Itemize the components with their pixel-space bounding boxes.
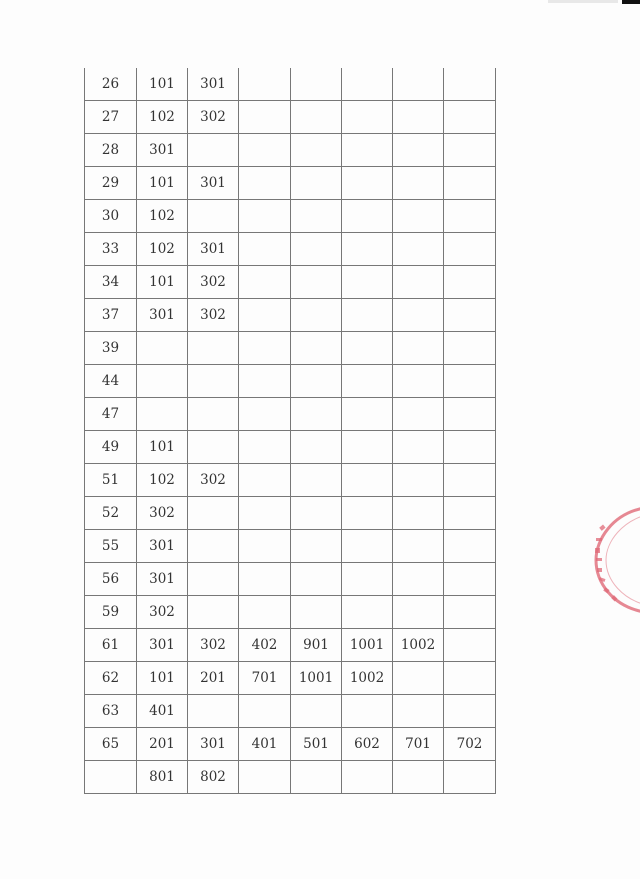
room-number-cell: 301 bbox=[137, 563, 188, 596]
room-number-cell: 302 bbox=[188, 464, 239, 497]
unit-number-cell: 30 bbox=[85, 200, 137, 233]
room-number-cell: 301 bbox=[137, 629, 188, 662]
table-row bbox=[85, 365, 496, 398]
room-number-cell: 101 bbox=[137, 431, 188, 464]
unit-number-cell: 52 bbox=[85, 497, 137, 530]
room-number-cell: 101 bbox=[137, 266, 188, 299]
room-number-cell bbox=[444, 563, 496, 596]
unit-number-cell bbox=[85, 761, 137, 794]
unit-number-cell: 61 bbox=[85, 629, 137, 662]
official-seal-stamp bbox=[582, 500, 640, 620]
room-number-cell bbox=[239, 497, 291, 530]
room-number-cell bbox=[291, 134, 342, 167]
room-number-cell bbox=[291, 530, 342, 563]
room-number-cell bbox=[444, 530, 496, 563]
room-number-cell bbox=[342, 563, 393, 596]
table-row bbox=[85, 728, 496, 761]
unit-number-cell: 62 bbox=[85, 662, 137, 695]
room-number-cell: 1001 bbox=[342, 629, 393, 662]
room-number-cell bbox=[188, 497, 239, 530]
room-number-cell bbox=[188, 596, 239, 629]
room-number-cell bbox=[342, 431, 393, 464]
room-number-cell: 701 bbox=[239, 662, 291, 695]
table-row bbox=[85, 596, 496, 629]
room-number-cell bbox=[444, 365, 496, 398]
table-row bbox=[85, 761, 496, 794]
room-number-cell bbox=[291, 431, 342, 464]
unit-number-cell: 26 bbox=[85, 68, 137, 101]
table-row bbox=[85, 398, 496, 431]
room-number-cell bbox=[239, 332, 291, 365]
room-number-cell bbox=[393, 431, 444, 464]
room-number-cell: 501 bbox=[291, 728, 342, 761]
room-number-cell bbox=[188, 530, 239, 563]
room-number-cell bbox=[239, 134, 291, 167]
room-number-cell: 302 bbox=[137, 596, 188, 629]
room-number-cell bbox=[188, 695, 239, 728]
room-number-cell bbox=[444, 101, 496, 134]
table-row bbox=[85, 629, 496, 662]
room-number-cell bbox=[342, 695, 393, 728]
room-number-cell bbox=[393, 332, 444, 365]
table-row bbox=[85, 662, 496, 695]
room-number-cell bbox=[444, 662, 496, 695]
unit-number-cell: 51 bbox=[85, 464, 137, 497]
room-number-cell: 401 bbox=[137, 695, 188, 728]
room-number-cell bbox=[188, 398, 239, 431]
room-number-cell bbox=[239, 563, 291, 596]
room-number-cell: 802 bbox=[188, 761, 239, 794]
room-number-cell bbox=[342, 332, 393, 365]
room-number-cell bbox=[188, 431, 239, 464]
room-number-cell bbox=[342, 398, 393, 431]
room-number-cell: 402 bbox=[239, 629, 291, 662]
room-number-cell bbox=[291, 233, 342, 266]
room-number-cell: 301 bbox=[137, 530, 188, 563]
room-number-cell: 301 bbox=[188, 167, 239, 200]
room-number-cell bbox=[342, 266, 393, 299]
room-number-cell bbox=[393, 464, 444, 497]
room-number-cell bbox=[393, 101, 444, 134]
scan-corner-mark bbox=[622, 0, 640, 4]
room-number-cell: 101 bbox=[137, 662, 188, 695]
room-number-cell bbox=[342, 530, 393, 563]
room-number-cell bbox=[291, 695, 342, 728]
table-row bbox=[85, 266, 496, 299]
unit-number-cell: 59 bbox=[85, 596, 137, 629]
room-number-cell bbox=[188, 134, 239, 167]
room-number-cell bbox=[239, 695, 291, 728]
room-number-cell: 301 bbox=[137, 134, 188, 167]
room-number-cell bbox=[444, 167, 496, 200]
unit-number-cell: 27 bbox=[85, 101, 137, 134]
unit-number-cell: 55 bbox=[85, 530, 137, 563]
room-number-cell bbox=[291, 200, 342, 233]
room-number-cell bbox=[444, 68, 496, 101]
unit-number-cell: 44 bbox=[85, 365, 137, 398]
room-number-cell bbox=[291, 398, 342, 431]
room-number-cell bbox=[393, 299, 444, 332]
room-number-cell bbox=[393, 398, 444, 431]
room-number-cell bbox=[137, 332, 188, 365]
room-number-cell bbox=[444, 695, 496, 728]
room-number-cell bbox=[188, 332, 239, 365]
room-number-cell bbox=[239, 530, 291, 563]
table-row bbox=[85, 431, 496, 464]
room-number-cell: 901 bbox=[291, 629, 342, 662]
room-number-cell bbox=[291, 596, 342, 629]
table-row bbox=[85, 464, 496, 497]
unit-number-cell: 49 bbox=[85, 431, 137, 464]
room-number-cell bbox=[291, 761, 342, 794]
room-number-cell bbox=[342, 497, 393, 530]
unit-number-cell: 39 bbox=[85, 332, 137, 365]
room-number-cell bbox=[393, 530, 444, 563]
room-number-cell bbox=[444, 596, 496, 629]
room-number-cell bbox=[393, 695, 444, 728]
room-number-cell: 302 bbox=[188, 266, 239, 299]
table-row bbox=[85, 530, 496, 563]
room-number-cell bbox=[239, 596, 291, 629]
table-row bbox=[85, 134, 496, 167]
room-number-cell bbox=[342, 134, 393, 167]
room-number-cell bbox=[393, 563, 444, 596]
unit-number-cell: 33 bbox=[85, 233, 137, 266]
table-row bbox=[85, 332, 496, 365]
scan-edge-line bbox=[548, 0, 618, 3]
room-number-cell bbox=[342, 761, 393, 794]
table-row bbox=[85, 233, 496, 266]
unit-number-cell: 34 bbox=[85, 266, 137, 299]
room-number-cell bbox=[291, 563, 342, 596]
room-number-cell: 801 bbox=[137, 761, 188, 794]
room-number-cell bbox=[342, 365, 393, 398]
room-number-cell bbox=[291, 497, 342, 530]
room-number-cell bbox=[393, 761, 444, 794]
room-number-cell bbox=[444, 233, 496, 266]
room-number-cell bbox=[393, 596, 444, 629]
room-number-table bbox=[84, 68, 496, 794]
room-number-cell bbox=[137, 398, 188, 431]
room-number-cell: 101 bbox=[137, 68, 188, 101]
room-number-cell bbox=[444, 497, 496, 530]
room-number-cell bbox=[342, 167, 393, 200]
room-number-cell bbox=[239, 761, 291, 794]
room-number-cell bbox=[444, 134, 496, 167]
room-number-cell bbox=[291, 464, 342, 497]
room-number-cell: 302 bbox=[188, 299, 239, 332]
room-number-cell bbox=[188, 365, 239, 398]
room-number-cell bbox=[137, 365, 188, 398]
unit-number-cell: 47 bbox=[85, 398, 137, 431]
table-row bbox=[85, 167, 496, 200]
room-number-cell bbox=[444, 299, 496, 332]
room-number-cell: 602 bbox=[342, 728, 393, 761]
room-number-cell bbox=[188, 200, 239, 233]
unit-number-cell: 28 bbox=[85, 134, 137, 167]
unit-number-cell: 65 bbox=[85, 728, 137, 761]
room-number-cell bbox=[393, 233, 444, 266]
room-number-cell bbox=[393, 662, 444, 695]
room-number-cell bbox=[342, 464, 393, 497]
room-number-cell: 1002 bbox=[342, 662, 393, 695]
room-number-cell: 701 bbox=[393, 728, 444, 761]
unit-number-cell: 63 bbox=[85, 695, 137, 728]
room-number-cell: 102 bbox=[137, 200, 188, 233]
room-number-table-container bbox=[84, 68, 496, 794]
room-number-cell: 302 bbox=[137, 497, 188, 530]
room-number-cell: 102 bbox=[137, 464, 188, 497]
room-number-cell bbox=[444, 464, 496, 497]
room-number-cell bbox=[342, 299, 393, 332]
room-number-cell bbox=[393, 497, 444, 530]
room-number-cell: 301 bbox=[188, 233, 239, 266]
room-number-cell: 302 bbox=[188, 101, 239, 134]
room-number-cell bbox=[291, 68, 342, 101]
room-number-cell bbox=[444, 332, 496, 365]
room-number-cell bbox=[239, 68, 291, 101]
room-number-cell bbox=[342, 68, 393, 101]
room-number-cell bbox=[342, 200, 393, 233]
room-number-cell bbox=[291, 101, 342, 134]
room-number-cell bbox=[239, 101, 291, 134]
room-number-cell bbox=[239, 200, 291, 233]
room-number-cell bbox=[444, 761, 496, 794]
room-number-cell: 301 bbox=[188, 68, 239, 101]
room-number-cell: 702 bbox=[444, 728, 496, 761]
room-number-cell bbox=[393, 200, 444, 233]
table-row bbox=[85, 68, 496, 101]
room-number-cell bbox=[239, 299, 291, 332]
room-number-cell: 1002 bbox=[393, 629, 444, 662]
room-number-cell: 301 bbox=[188, 728, 239, 761]
room-number-cell bbox=[239, 398, 291, 431]
room-number-cell bbox=[291, 266, 342, 299]
room-number-cell bbox=[239, 233, 291, 266]
room-number-cell bbox=[444, 431, 496, 464]
room-number-cell bbox=[291, 365, 342, 398]
room-number-cell: 201 bbox=[188, 662, 239, 695]
room-number-table-body bbox=[85, 68, 496, 794]
room-number-cell bbox=[239, 266, 291, 299]
table-row bbox=[85, 563, 496, 596]
room-number-cell bbox=[342, 101, 393, 134]
room-number-cell bbox=[239, 167, 291, 200]
room-number-cell bbox=[444, 398, 496, 431]
room-number-cell bbox=[291, 167, 342, 200]
room-number-cell: 301 bbox=[137, 299, 188, 332]
table-row bbox=[85, 299, 496, 332]
room-number-cell bbox=[342, 596, 393, 629]
unit-number-cell: 29 bbox=[85, 167, 137, 200]
room-number-cell: 101 bbox=[137, 167, 188, 200]
room-number-cell bbox=[393, 365, 444, 398]
room-number-cell: 302 bbox=[188, 629, 239, 662]
room-number-cell: 401 bbox=[239, 728, 291, 761]
room-number-cell bbox=[444, 629, 496, 662]
room-number-cell bbox=[393, 167, 444, 200]
room-number-cell bbox=[291, 332, 342, 365]
room-number-cell bbox=[239, 431, 291, 464]
table-row bbox=[85, 200, 496, 233]
room-number-cell: 102 bbox=[137, 101, 188, 134]
room-number-cell bbox=[188, 563, 239, 596]
room-number-cell bbox=[444, 200, 496, 233]
room-number-cell: 201 bbox=[137, 728, 188, 761]
room-number-cell bbox=[342, 233, 393, 266]
room-number-cell bbox=[291, 299, 342, 332]
room-number-cell bbox=[393, 134, 444, 167]
unit-number-cell: 37 bbox=[85, 299, 137, 332]
room-number-cell bbox=[393, 68, 444, 101]
room-number-cell: 102 bbox=[137, 233, 188, 266]
room-number-cell bbox=[444, 266, 496, 299]
room-number-cell: 1001 bbox=[291, 662, 342, 695]
unit-number-cell: 56 bbox=[85, 563, 137, 596]
room-number-cell bbox=[239, 464, 291, 497]
table-row bbox=[85, 101, 496, 134]
table-row bbox=[85, 695, 496, 728]
room-number-cell bbox=[393, 266, 444, 299]
room-number-cell bbox=[239, 365, 291, 398]
table-row bbox=[85, 497, 496, 530]
